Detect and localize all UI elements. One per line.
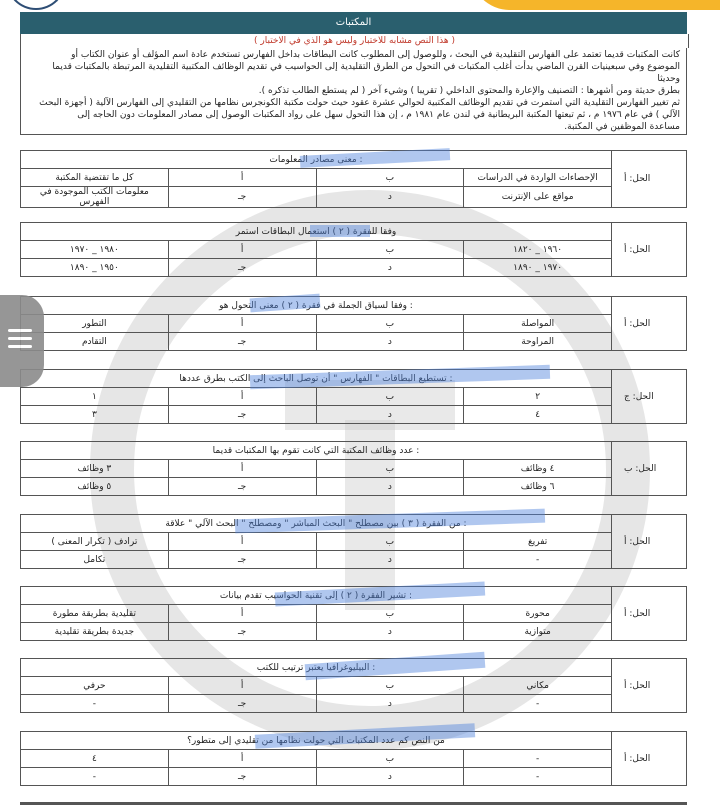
option-b: ١٩٦٠ _ ١٨٢٠ [464, 241, 612, 259]
option-b: المواصلة [464, 315, 612, 333]
letter-c: جـ [168, 187, 316, 208]
passage-line: الآلي ) في عام ١٩٧٦ م ، ثم تبعتها المكتبة البريطانية في لندن عام ١٩٨١ م ، إن هذا التحول سهل على رواد المكتبات الوصول إلى مصادر المعلومات دون الحاجه إلى [77, 110, 680, 120]
option-c: معلومات الكتب الموجودة في الفهرس [21, 187, 169, 208]
letter-d: د [316, 768, 464, 786]
menu-icon [8, 329, 32, 332]
letter-a: أ [168, 460, 316, 478]
letter-a: أ [168, 241, 316, 259]
passage-line: كانت المكتبات قديما تعتمد على الفهارس التقليدية في البحث ، وللوصول إلى المطلوب كانت البطاقات بداخل الفهارس تستخدم عادة اسم المؤلف أو عنوان الكتاب أو [71, 50, 680, 60]
question-stem: البيليوغرافيا يعتبر ترتيب للكتب : [21, 659, 612, 677]
option-b: ٤ وظائف [464, 460, 612, 478]
question-stem: معنى مصادر المعلومات : [21, 151, 612, 169]
letter-d: د [316, 406, 464, 424]
highlight-stroke [310, 225, 370, 237]
question-table [20, 441, 687, 496]
solution-label: الحل: أ [612, 659, 687, 713]
passage-line: بطرق حديثة ومن أشهرها : التصنيف والإعارة والمحتوى الداخلي ( تقريبا ) وشيء آخر ( لم يستطع الطالب تذكره ). [258, 86, 680, 96]
letter-c: جـ [168, 768, 316, 786]
letter-c: جـ [168, 623, 316, 641]
passage-line: ثم تغيير الفهارس التقليدية التي استمرت في تقديم الوظائف المكتبية لحوالي عشرة عقود حيث حولت مكتبة الكونجرس نظامها من التقليدي إلى الفهارس الآلية ( أجهزة البحث [39, 98, 680, 108]
letter-b: ب [316, 169, 464, 187]
solution-label: الحل: أ [612, 223, 687, 277]
solution-label: الحل: أ [612, 732, 687, 786]
option-b: تفريغ [464, 533, 612, 551]
reading-passage [20, 48, 687, 135]
letter-b: ب [316, 460, 464, 478]
letter-c: جـ [168, 333, 316, 351]
menu-icon [8, 345, 32, 348]
letter-a: أ [168, 605, 316, 623]
question-stem: تستطيع البطاقات " الفهارس " أن توصل الباحث إلى الكتب بطرق عددها : [21, 370, 612, 388]
option-d: متوازية [464, 623, 612, 641]
letter-b: ب [316, 388, 464, 406]
option-a: تقليدية بطريقة مطورة [21, 605, 169, 623]
letter-a: أ [168, 677, 316, 695]
option-c: ٣ [21, 406, 169, 424]
letter-a: أ [168, 169, 316, 187]
solution-label: الحل: أ [612, 151, 687, 208]
letter-c: جـ [168, 695, 316, 713]
option-a: ٤ [21, 750, 169, 768]
letter-c: جـ [168, 478, 316, 496]
option-c: التقادم [21, 333, 169, 351]
letter-a: أ [168, 388, 316, 406]
option-b: - [464, 750, 612, 768]
letter-d: د [316, 478, 464, 496]
logo-fragment [6, 0, 66, 10]
option-a: ١٩٨٠ _ ١٩٧٠ [21, 241, 169, 259]
option-b: الإحصاءات الواردة في الدراسات [464, 169, 612, 187]
option-a: التطور [21, 315, 169, 333]
option-d: ٤ [464, 406, 612, 424]
letter-b: ب [316, 605, 464, 623]
question-stem: وفقا لسياق الجملة في فقرة ( ٢ ) معنى التحول هو : [21, 297, 612, 315]
option-a: كل ما تقتضية المكتبة [21, 169, 169, 187]
solution-label: الحل: ج [612, 370, 687, 424]
page-title: المكتبات [20, 12, 687, 34]
subtitle-note: ( هذا النص مشابه للاختبار وليس هو الذي في الاختبار ) [20, 34, 689, 48]
option-d: ١٩٧٠ _ ١٨٩٠ [464, 259, 612, 277]
solution-label: الحل: ب [612, 442, 687, 496]
option-d: المراوحة [464, 333, 612, 351]
option-c: - [21, 695, 169, 713]
letter-b: ب [316, 677, 464, 695]
letter-d: د [316, 695, 464, 713]
top-decoration [470, 0, 720, 10]
question-table [20, 296, 687, 351]
option-d: ٦ وظائف [464, 478, 612, 496]
option-d: - [464, 768, 612, 786]
letter-c: جـ [168, 406, 316, 424]
option-d: - [464, 695, 612, 713]
letter-b: ب [316, 533, 464, 551]
solution-label: الحل: أ [612, 587, 687, 641]
option-a: حرفي [21, 677, 169, 695]
option-a: ترادف ( تكرار المعنى ) [21, 533, 169, 551]
letter-d: د [316, 333, 464, 351]
option-a: ١ [21, 388, 169, 406]
question-stem: وفقا للفقرة ( ٢ ) استعمال البطاقات استمر [21, 223, 612, 241]
question-stem: من الفقرة ( ٣ ) بين مصطلح " البحث المباشر " ومصطلح " البحث الآلي " علاقة : [21, 515, 612, 533]
question-stem: تشير الفقرة ( ٢ ) إلى تقنية الحواسيب تقدم بيانات : [21, 587, 612, 605]
solution-label: الحل: أ [612, 297, 687, 351]
letter-d: د [316, 623, 464, 641]
letter-a: أ [168, 750, 316, 768]
question-stem: عدد وظائف المكتبة التي كانت تقوم بها المكتبات قديما : [21, 442, 612, 460]
letter-d: د [316, 551, 464, 569]
letter-b: ب [316, 315, 464, 333]
letter-b: ب [316, 750, 464, 768]
option-b: ٢ [464, 388, 612, 406]
letter-d: د [316, 187, 464, 208]
passage-line: مساعدة الموظفين في المكتبة. [564, 122, 680, 132]
option-c: - [21, 768, 169, 786]
letter-d: د [316, 259, 464, 277]
menu-icon [8, 337, 32, 340]
letter-c: جـ [168, 259, 316, 277]
letter-c: جـ [168, 551, 316, 569]
option-d: مواقع على الإنترنت [464, 187, 612, 208]
option-c: جديدة بطريقة تقليدية [21, 623, 169, 641]
option-b: مكاني [464, 677, 612, 695]
bottom-divider [20, 802, 687, 805]
option-c: ٥ وظائف [21, 478, 169, 496]
floating-menu-button[interactable] [0, 295, 44, 387]
option-c: تكامل [21, 551, 169, 569]
option-c: ١٩٥٠ _ ١٨٩٠ [21, 259, 169, 277]
option-b: محورة [464, 605, 612, 623]
letter-b: ب [316, 241, 464, 259]
question-stem: من النص كم عدد المكتبات التي حولت نظامها من تقليدي إلى متطور؟ [21, 732, 612, 750]
option-a: ٣ وظائف [21, 460, 169, 478]
option-d: - [464, 551, 612, 569]
solution-label: الحل: أ [612, 515, 687, 569]
letter-a: أ [168, 315, 316, 333]
passage-line: الموضوع وفي سبعينيات القرن الماضي بدأت أغلب المكتبات في التحول من الطرق التقليدية إلى الحواسيب في تقديم الوظائف المكتبية التقليدية المرتبطة بالمكتبات قديما وحديثا [52, 62, 680, 84]
letter-a: أ [168, 533, 316, 551]
